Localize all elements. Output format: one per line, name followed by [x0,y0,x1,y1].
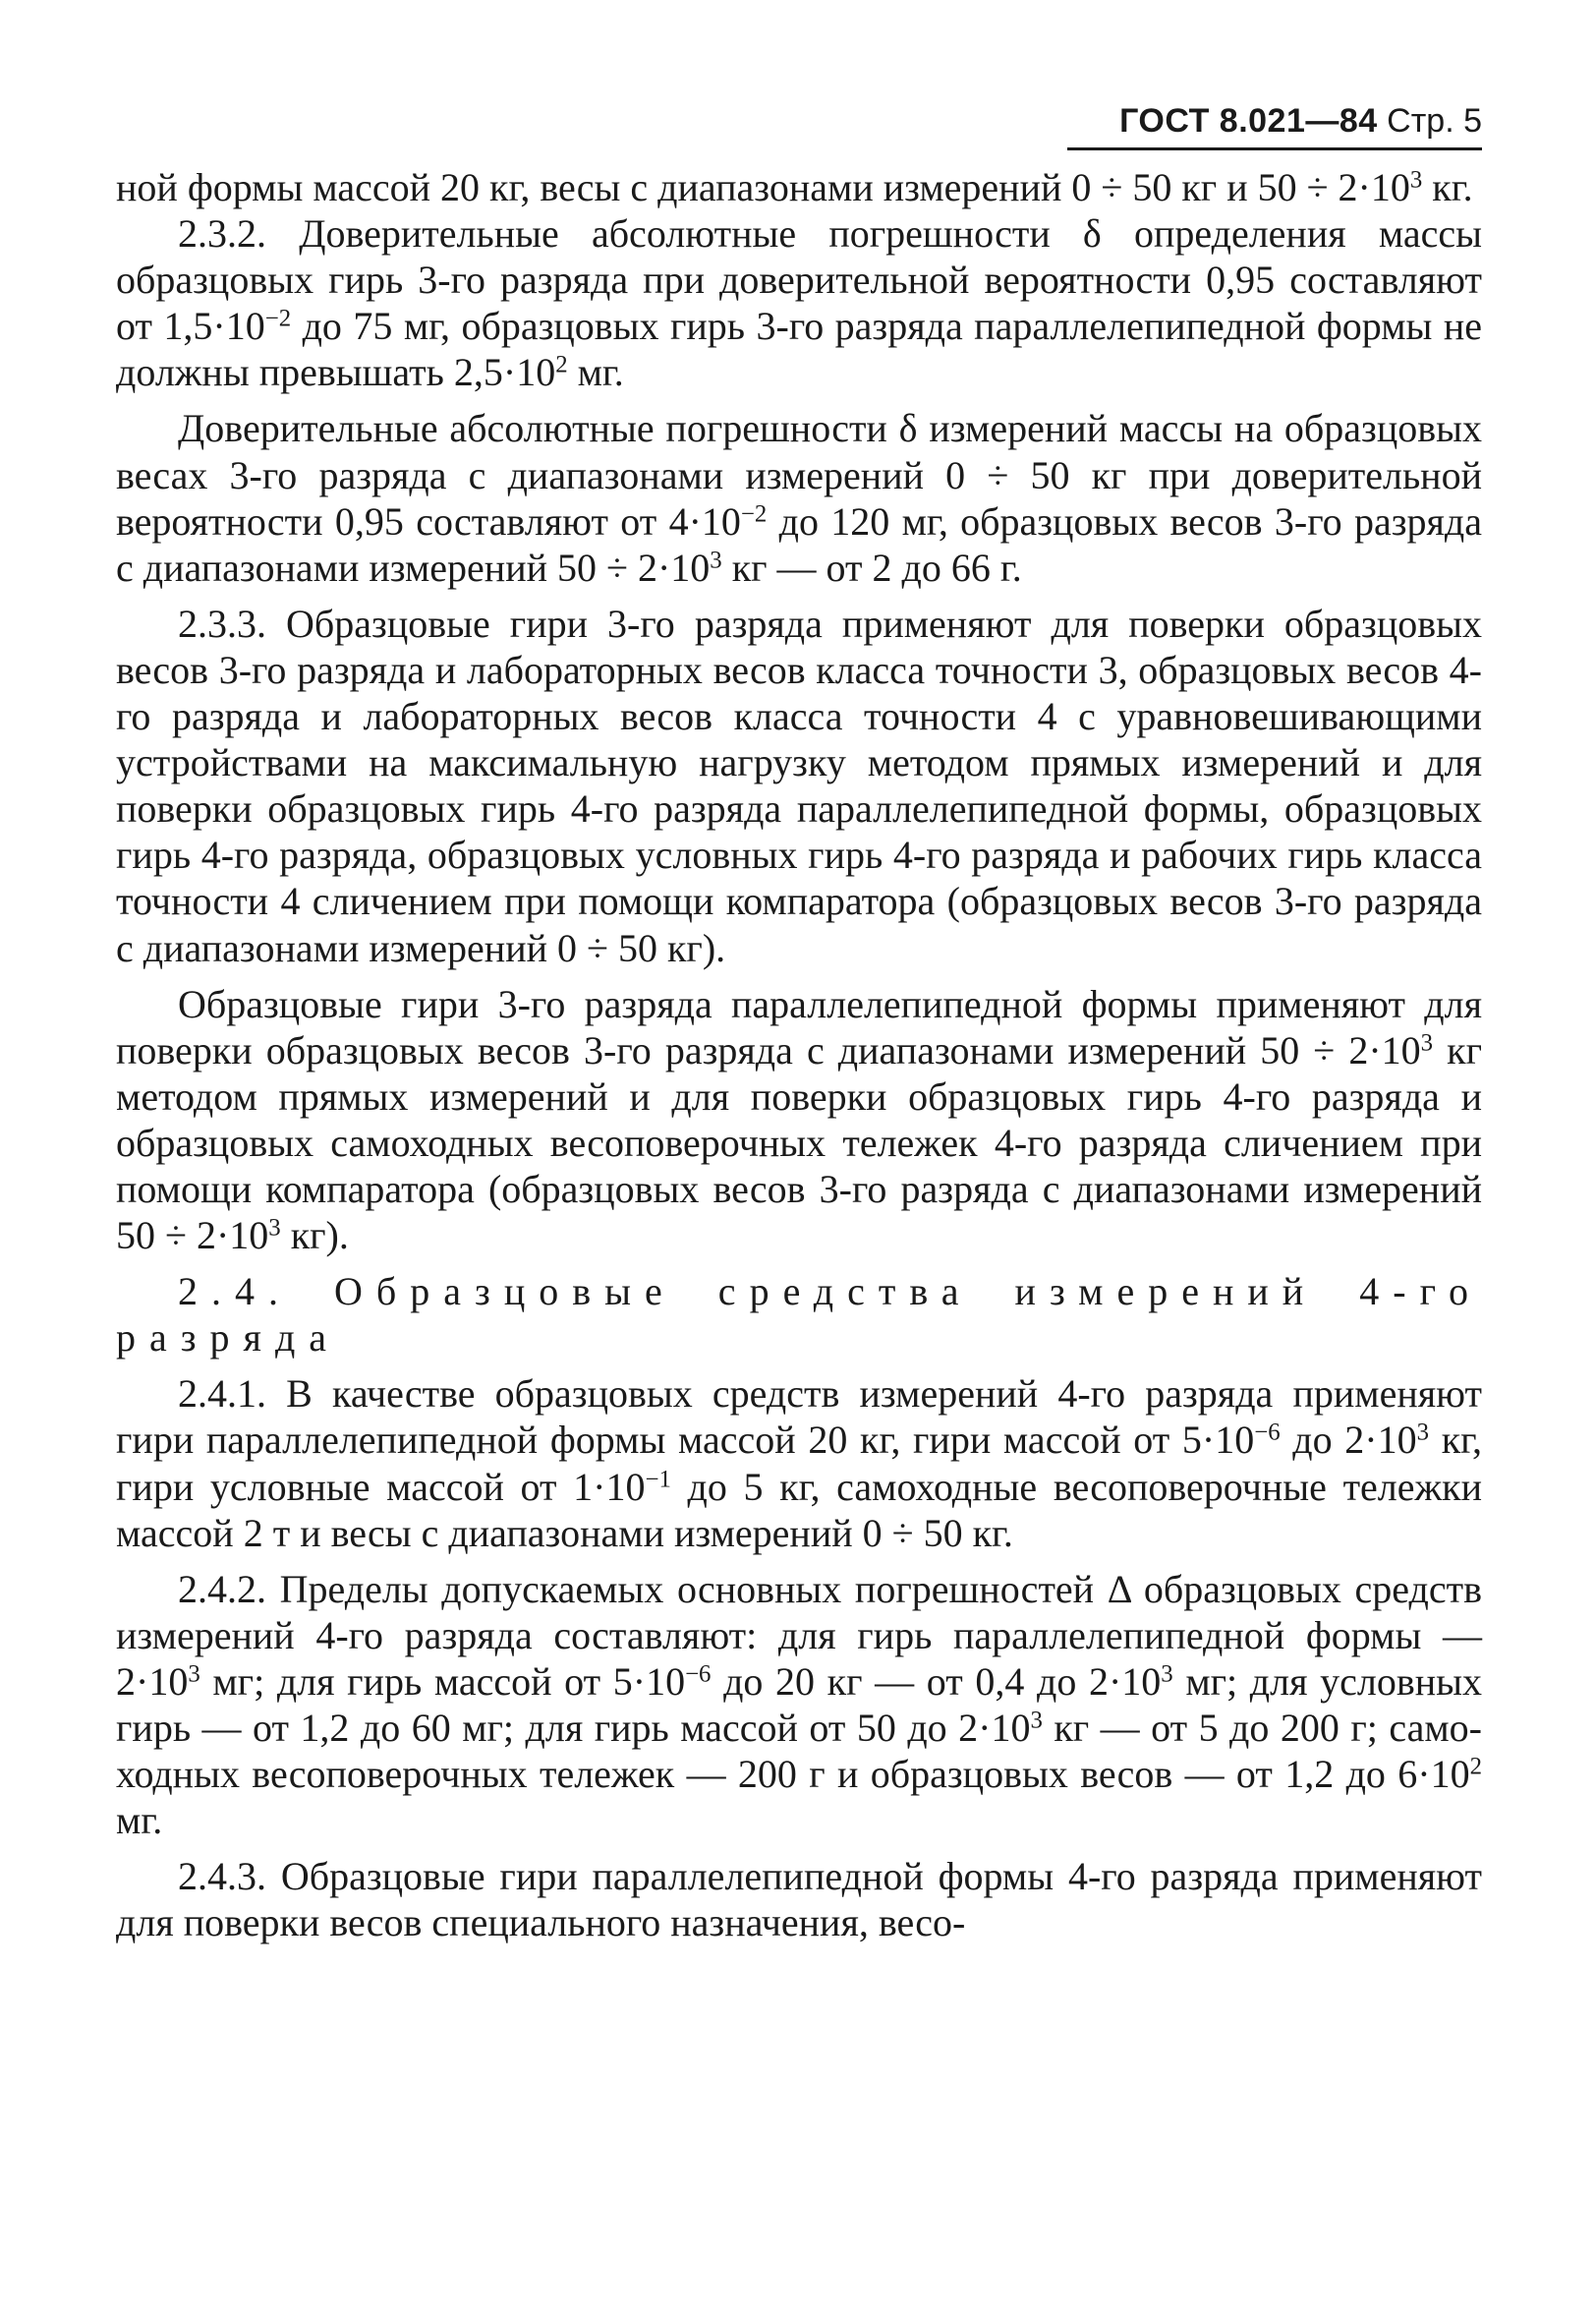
running-header [1067,98,1482,150]
paragraph-continuation: ной формы массой 20 кг, весы с диапазонами измерений 0 ÷ 50 кг и $50 \div 2\cdot 10^3$ кг. [116,165,1473,209]
page-number: Стр. 5 [1387,102,1482,140]
section-heading-2-4: 2.4. Образцовые средства измерений 4-го разряда [116,1269,1482,1361]
paragraph-2-4-3: 2.4.3. Образцовые гири параллелепипедной формы 4-го разряда применяют для поверки весов специального назначения, весо- [116,1854,1482,1945]
paragraph-2-3-3: 2.3.3. Образцовые гири 3-го разряда применяют для поверки образцовых весов 3-го разряда и лабораторных весов класса точности 3, образцовых весов 4-го разряда и лабораторных весов класса точности 4 с уравновешивающими устройствами на максимальную нагрузку методом прямых измерений и для поверки образцовых гирь 4-го разряда параллелепипедной формы, образцовых гирь 4-го разряда, образцовых условных гирь 4-го разряда и рабочих гирь класса точности 4 сличением при помощи компаратора (образцовых весов 3-го разряда с диапазонами измерений 0 ÷ 50 кг). [116,601,1482,970]
document-page [116,98,1482,1945]
paragraph-2-3-2: 2.3.2. Доверительные абсолютные погрешности δ определения массы образцовых гирь 3-го разряда при доверительной вероятности 0,95 составляют от $1,5\cdot 10^{-2}$ до 75 мг, образцовых гирь 3-го разряда параллелепипедной формы не должны превышать $2,5\cdot 10^2$ мг. [116,211,1483,395]
paragraph-confidence-scales: Доверительные абсолютные погрешности δ измерений массы на образцовых весах 3-го разряда с диапазонами измерений 0 ÷ 50 кг при доверительной вероятности 0,95 составляют от $4\cdot 10^{-2}$ до 120 мг, образцовых весов 3-го разряда с диапазонами измерений $50 \div 2\cdot 10^3$ кг — от 2 до 66 г. [116,406,1482,590]
body-text [116,164,1482,1945]
paragraph-2-4-1: 2.4.1. В качестве образцовых средств измерений 4-го разряда применяют гири параллелепипедной формы массой 20 кг, гири массой от $5\cdot 10^{-6}$ до $2\cdot 10^3$ кг, гири условные массой от $1\cdot 10^{-1}$ до 5 кг, самоходные весоповерочные тележки массой 2 т и весы с диапазонами измерений 0 ÷ 50 кг. [116,1371,1483,1555]
paragraph-2-4-2: 2.4.2. Пределы допускаемых основных погрешностей Δ образцовых средств измерений 4-го разряда составляют: для гирь параллелепипедной формы — $2\cdot 10^3$ мг; для гирь массой от $5\cdot 10^{-6}$ до 20 кг — от 0,4 до $2\cdot 10^3$ мг; для условных гирь — от 1,2 до 60 мг; для гирь массой от 50 до $2\cdot 10^3$ кг — от 5 до 200 г; самоходных весоповерочных тележек — 200 г и образцовых весов — от 1,2 до $6\cdot 10^2$ мг. [116,1566,1482,1843]
paragraph-parallelepiped-weights: Образцовые гири 3-го разряда параллелепипедной формы применяют для поверки образцовых весов 3-го разряда с диапазонами измерений $50 \div 2\cdot 10^3$ кг методом прямых измерений и для поверки образцовых гирь 4-го разряда и образцовых самоходных весоповерочных тележек 4-го разряда сличением при помощи компаратора (образцовых весов 3-го разряда с диапазонами измерений $50 \div 2\cdot 10^3$ кг). [116,981,1482,1258]
standard-number: ГОСТ 8.021—84 [1119,102,1378,140]
